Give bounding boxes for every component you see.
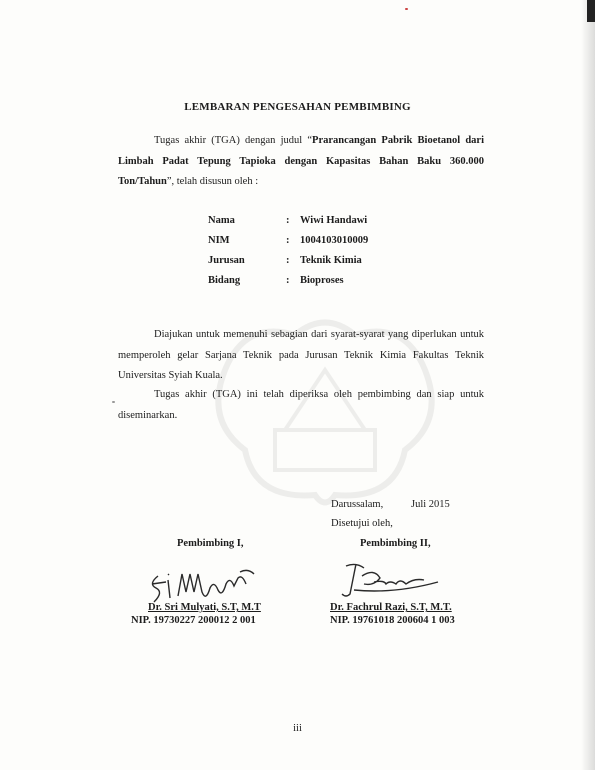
purpose-text: Diajukan untuk memenuhi sebagian dari syarat-syarat yang diperlukan untuk memperoleh gelar Sarjana Teknik pada Jurusan Teknik Kimia Fakultas Teknik Universitas Syiah Kuala. [118, 329, 484, 381]
info-label: Bidang [208, 275, 241, 286]
supervisor-1-name: Dr. Sri Mulyati, S.T, M.T [148, 602, 261, 613]
info-value: 1004103010009 [300, 235, 369, 246]
supervisor-1-role: Pembimbing I, [177, 538, 244, 549]
scan-edge-shadow [581, 0, 595, 770]
supervisor-2-signature [334, 560, 444, 600]
info-value: Wiwi Handawi [300, 215, 368, 226]
scan-speck [405, 8, 408, 10]
date: Juli 2015 [411, 499, 450, 510]
info-colon: : [286, 275, 290, 286]
purpose-paragraph [118, 325, 484, 387]
author-info [208, 215, 368, 295]
scan-corner-mark [587, 0, 595, 22]
info-label: NIM [208, 235, 230, 246]
intro-paragraph [118, 131, 484, 193]
info-colon: : [286, 215, 290, 226]
info-label: Jurusan [208, 255, 245, 266]
info-colon: : [286, 255, 290, 266]
info-row-jurusan [208, 255, 368, 275]
page-number: iii [293, 723, 302, 734]
info-row-bidang [208, 275, 368, 295]
info-label: Nama [208, 215, 235, 226]
intro-suffix: ”, telah disusun oleh : [166, 176, 259, 187]
supervisor-2-nip: NIP. 19761018 200604 1 003 [330, 615, 455, 626]
info-value: Teknik Kimia [300, 255, 362, 266]
info-value: Bioproses [300, 275, 344, 286]
supervisor-1-nip: NIP. 19730227 200012 2 001 [131, 615, 256, 626]
review-text: Tugas akhir (TGA) ini telah diperiksa oleh pembimbing dan siap untuk diseminarkan. [118, 389, 484, 421]
supervisor-2-name: Dr. Fachrul Razi, S.T, M.T. [330, 602, 452, 613]
place: Darussalam, [331, 499, 384, 510]
place-date [331, 499, 450, 510]
scan-speck [112, 401, 115, 403]
info-row-nim [208, 235, 368, 255]
intro-prefix: Tugas akhir (TGA) dengan judul “ [154, 135, 313, 146]
thesis-title: Prarancangan Pabrik Bioetanol dari Limbah Padat Tepung Tapioka dengan Kapasitas Bahan Baku 360.000 Ton/Tahun [118, 135, 484, 187]
supervisor-2-role: Pembimbing II, [360, 538, 431, 549]
approved-by: Disetujui oleh, [331, 518, 393, 529]
document-title: LEMBARAN PENGESAHAN PEMBIMBING [184, 101, 411, 113]
review-paragraph [118, 385, 484, 426]
info-row-name [208, 215, 368, 235]
info-colon: : [286, 235, 290, 246]
